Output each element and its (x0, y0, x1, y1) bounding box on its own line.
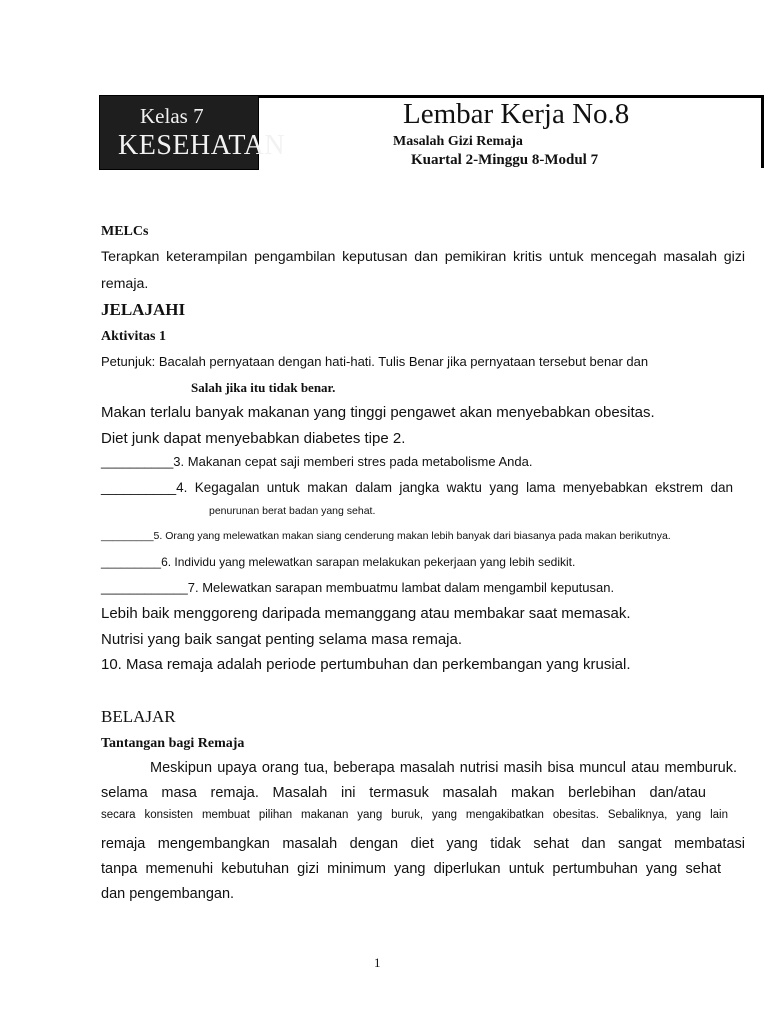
statement-6: _________6. Individu yang melewatkan sarapan melakukan pekerjaan yang lebih sedikit. (101, 555, 576, 569)
paragraph-line-4: remaja mengembangkan masalah dengan diet yang tidak sehat dan sangat membatasi (101, 836, 745, 852)
paragraph-line-2: selama masa remaja. Masalah ini termasuk masalah makan berlebihan dan/atau (101, 785, 706, 801)
instruction-line-2: Salah jika itu tidak benar. (191, 380, 336, 395)
quarter-label: Kuartal 2-Minggu 8-Modul 7 (411, 152, 599, 168)
worksheet-subtitle: Masalah Gizi Remaja (393, 134, 523, 149)
statement-7: ____________7. Melewatkan sarapan membuatmu lambat dalam mengambil keputusan. (101, 580, 615, 595)
belajar-subheading: Tantangan bagi Remaja (101, 736, 245, 751)
statement-4-continued: penurunan berat badan yang sehat. (209, 505, 376, 517)
statement-4: __________4. Kegagalan untuk makan dalam jangka waktu yang lama menyebabkan ekstrem dan (101, 480, 733, 495)
subject-label: KESEHATAN (118, 130, 286, 161)
melcs-line-1: Terapkan keterampilan pengambilan keputusan dan pemikiran kritis untuk mencegah masalah gizi (101, 249, 745, 265)
paragraph-line-3: secara konsisten membuat pilihan makanan yang buruk, yang mengakibatkan obesitas. Sebaliknya, yang lain (101, 809, 728, 821)
worksheet-title: Lembar Kerja No.8 (403, 98, 630, 130)
statement-2: Diet junk dapat menyebabkan diabetes tipe 2. (101, 430, 406, 447)
melcs-line-2: remaja. (101, 276, 149, 292)
instruction-line-1: Petunjuk: Bacalah pernyataan dengan hati-hati. Tulis Benar jika pernyataan tersebut benar dan (101, 354, 649, 369)
melcs-heading: MELCs (101, 224, 149, 239)
paragraph-line-6: dan pengembangan. (101, 886, 235, 902)
jelajahi-heading: JELAJAHI (101, 300, 186, 319)
activity-label: Aktivitas 1 (101, 329, 166, 344)
statement-5: _________5. Orang yang melewatkan makan siang cenderung makan lebih banyak dari biasanya pada makan berikutnya. (101, 530, 671, 542)
statement-9: Nutrisi yang baik sangat penting selama masa remaja. (101, 631, 463, 648)
subject-banner (99, 95, 286, 170)
statement-8: Lebih baik menggoreng daripada memanggang atau membakar saat memasak. (101, 605, 631, 622)
paragraph-line-1: Meskipun upaya orang tua, beberapa masalah nutrisi masih bisa muncul atau memburuk. (150, 760, 737, 776)
statement-1: Makan terlalu banyak makanan yang tinggi pengawet akan menyebabkan obesitas. (101, 404, 655, 421)
grade-label: Kelas 7 (140, 104, 204, 128)
statement-3: __________3. Makanan cepat saji memberi stres pada metabolisme Anda. (101, 454, 533, 469)
page-number: 1 (374, 955, 381, 970)
paragraph-line-5: tanpa memenuhi kebutuhan gizi minimum yang diperlukan untuk pertumbuhan yang sehat (101, 861, 721, 877)
belajar-heading: BELAJAR (101, 707, 176, 726)
statement-10: 10. Masa remaja adalah periode pertumbuhan dan perkembangan yang krusial. (101, 656, 631, 673)
